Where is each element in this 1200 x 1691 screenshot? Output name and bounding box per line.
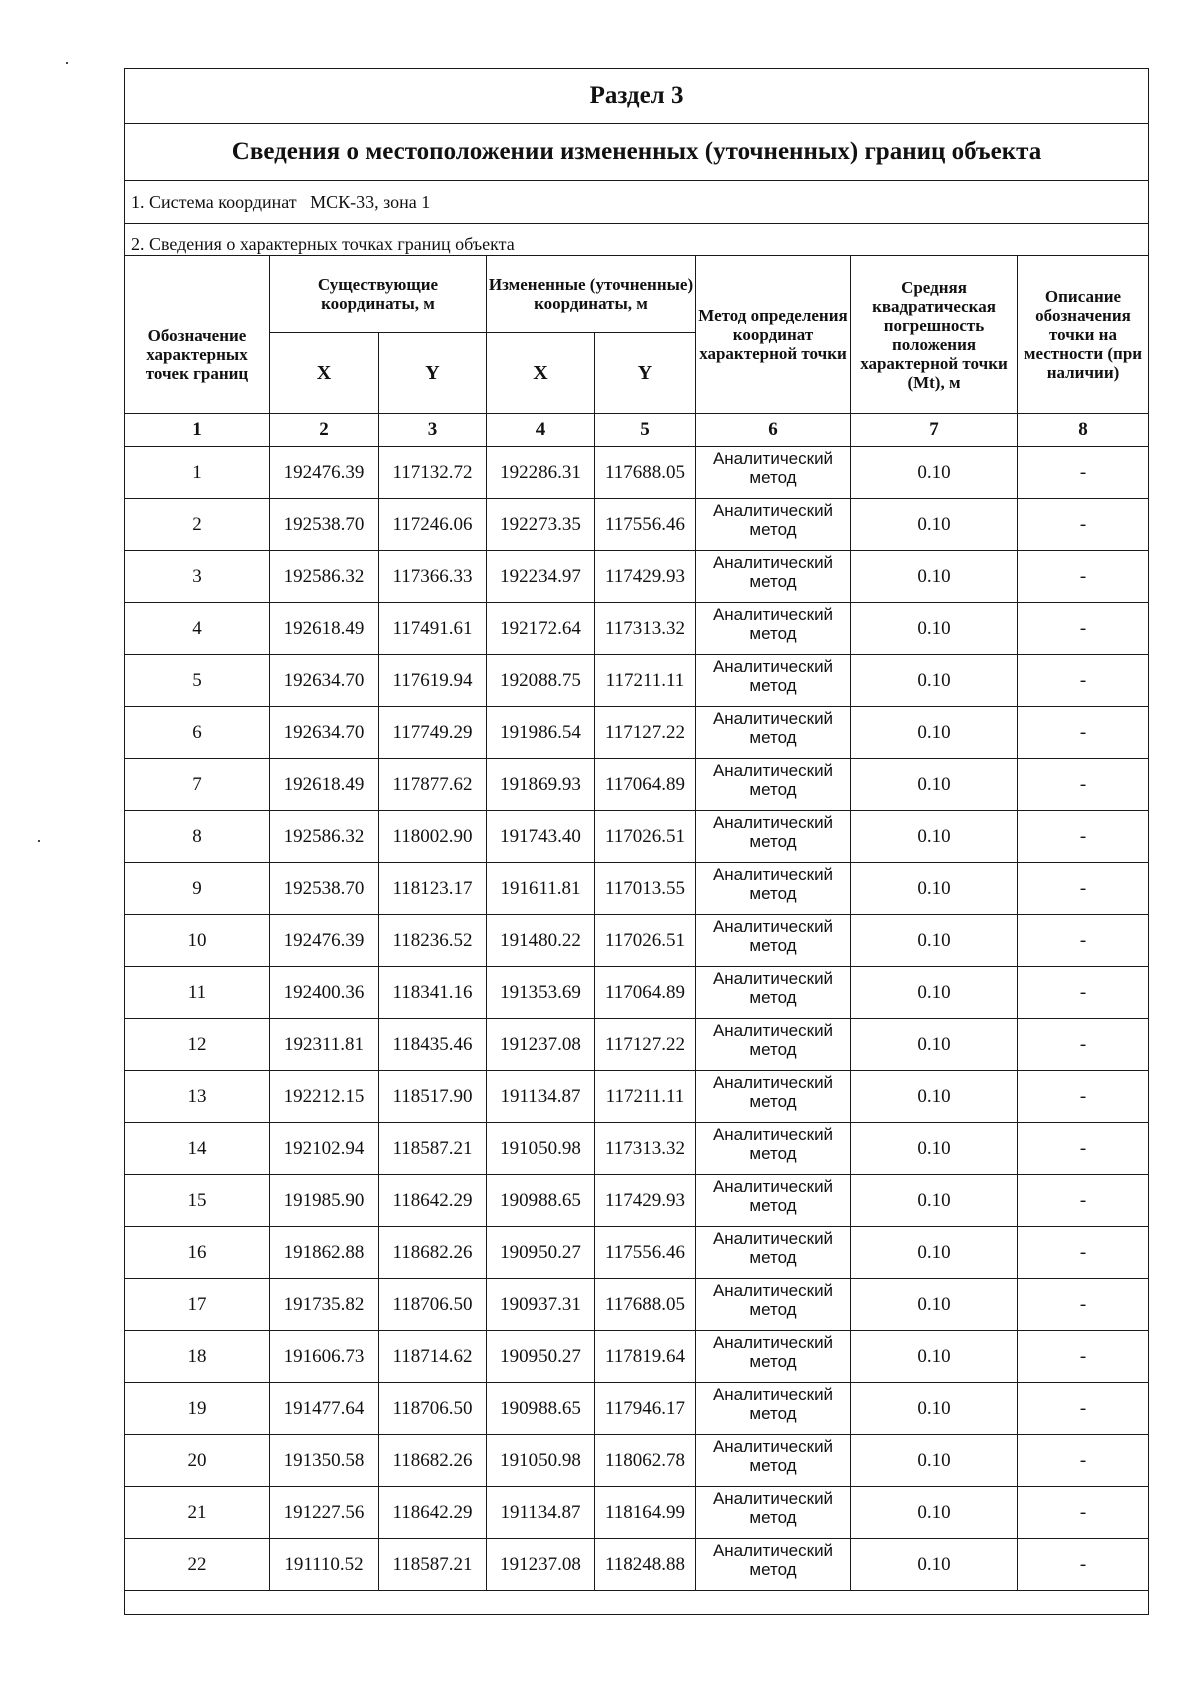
header-changed-coords: Измененные (уточненные) координаты, м bbox=[487, 256, 696, 333]
changed-y-value: 117688.05 bbox=[595, 1279, 696, 1331]
point-number: 5 bbox=[125, 655, 270, 707]
existing-y-value: 118236.52 bbox=[379, 915, 487, 967]
existing-y-value: 118642.29 bbox=[379, 1175, 487, 1227]
existing-y-value: 117877.62 bbox=[379, 759, 487, 811]
point-number: 17 bbox=[125, 1279, 270, 1331]
table-row bbox=[125, 1435, 1149, 1487]
method-line-1: Аналитический bbox=[712, 1073, 834, 1092]
existing-x-value: 191227.56 bbox=[270, 1487, 379, 1539]
point-description: - bbox=[1018, 1019, 1149, 1071]
existing-x-value: 191110.52 bbox=[270, 1539, 379, 1591]
table-row bbox=[125, 551, 1149, 603]
existing-x-value: 192311.81 bbox=[270, 1019, 379, 1071]
changed-x-value: 190988.65 bbox=[487, 1383, 595, 1435]
header-method: Метод определения координат характерной точки bbox=[696, 256, 851, 414]
existing-y-value: 118435.46 bbox=[379, 1019, 487, 1071]
table-row bbox=[125, 655, 1149, 707]
header-existing-coords: Существующие координаты, м bbox=[270, 256, 487, 333]
column-number: 2 bbox=[270, 414, 379, 447]
existing-x-value: 191350.58 bbox=[270, 1435, 379, 1487]
existing-x-value: 192400.36 bbox=[270, 967, 379, 1019]
point-description: - bbox=[1018, 499, 1149, 551]
method-cell bbox=[696, 1383, 851, 1435]
existing-y-value: 118682.26 bbox=[379, 1435, 487, 1487]
point-description: - bbox=[1018, 1487, 1149, 1539]
method-cell bbox=[696, 811, 851, 863]
header-existing-y: Y bbox=[379, 333, 487, 414]
method-cell bbox=[696, 1071, 851, 1123]
point-number: 3 bbox=[125, 551, 270, 603]
table-row bbox=[125, 1487, 1149, 1539]
method-line-1: Аналитический bbox=[712, 813, 834, 832]
changed-y-value: 117688.05 bbox=[595, 447, 696, 499]
method-line-1: Аналитический bbox=[712, 1021, 834, 1040]
table-row bbox=[125, 499, 1149, 551]
column-number: 4 bbox=[487, 414, 595, 447]
changed-x-value: 192273.35 bbox=[487, 499, 595, 551]
scan-speck bbox=[38, 840, 40, 842]
method-cell bbox=[696, 707, 851, 759]
existing-y-value: 117366.33 bbox=[379, 551, 487, 603]
method-line-1: Аналитический bbox=[712, 449, 834, 468]
mt-error-value: 0.10 bbox=[851, 447, 1018, 499]
method-line-1: Аналитический bbox=[712, 865, 834, 884]
empty-footer-row bbox=[125, 1591, 1149, 1615]
method-line-2: метод bbox=[749, 832, 797, 851]
table-row bbox=[125, 915, 1149, 967]
existing-x-value: 192476.39 bbox=[270, 447, 379, 499]
changed-y-value: 118164.99 bbox=[595, 1487, 696, 1539]
table-row bbox=[125, 447, 1149, 499]
section-subtitle: Сведения о местоположении измененных (уточненных) границ объекта bbox=[125, 124, 1149, 181]
method-line-1: Аналитический bbox=[712, 1385, 834, 1404]
method-line-1: Аналитический bbox=[712, 501, 834, 520]
point-description: - bbox=[1018, 707, 1149, 759]
point-description: - bbox=[1018, 811, 1149, 863]
existing-x-value: 192618.49 bbox=[270, 759, 379, 811]
changed-y-value: 118062.78 bbox=[595, 1435, 696, 1487]
method-line-1: Аналитический bbox=[712, 917, 834, 936]
method-line-2: метод bbox=[749, 1196, 797, 1215]
existing-y-value: 117619.94 bbox=[379, 655, 487, 707]
point-description: - bbox=[1018, 603, 1149, 655]
empty-footer-cell bbox=[125, 1591, 1149, 1615]
table-row bbox=[125, 967, 1149, 1019]
point-description: - bbox=[1018, 1123, 1149, 1175]
method-line-1: Аналитический bbox=[712, 1541, 834, 1560]
point-number: 18 bbox=[125, 1331, 270, 1383]
method-cell bbox=[696, 1487, 851, 1539]
existing-x-value: 192586.32 bbox=[270, 811, 379, 863]
changed-y-value: 117127.22 bbox=[595, 707, 696, 759]
point-description: - bbox=[1018, 1279, 1149, 1331]
method-line-2: метод bbox=[749, 884, 797, 903]
method-cell bbox=[696, 1227, 851, 1279]
method-cell bbox=[696, 603, 851, 655]
point-number: 9 bbox=[125, 863, 270, 915]
mt-error-value: 0.10 bbox=[851, 1383, 1018, 1435]
table-row bbox=[125, 1019, 1149, 1071]
method-cell bbox=[696, 499, 851, 551]
method-line-1: Аналитический bbox=[712, 657, 834, 676]
point-number: 11 bbox=[125, 967, 270, 1019]
point-number: 1 bbox=[125, 447, 270, 499]
point-number: 8 bbox=[125, 811, 270, 863]
mt-error-value: 0.10 bbox=[851, 915, 1018, 967]
existing-x-value: 191985.90 bbox=[270, 1175, 379, 1227]
point-description: - bbox=[1018, 1071, 1149, 1123]
method-line-2: метод bbox=[749, 1248, 797, 1267]
existing-y-value: 118123.17 bbox=[379, 863, 487, 915]
table-row bbox=[125, 1539, 1149, 1591]
existing-y-value: 117749.29 bbox=[379, 707, 487, 759]
mt-error-value: 0.10 bbox=[851, 1331, 1018, 1383]
column-number: 5 bbox=[595, 414, 696, 447]
method-line-2: метод bbox=[749, 624, 797, 643]
header-changed-x: X bbox=[487, 333, 595, 414]
changed-x-value: 191611.81 bbox=[487, 863, 595, 915]
point-description: - bbox=[1018, 1435, 1149, 1487]
column-number: 6 bbox=[696, 414, 851, 447]
mt-error-value: 0.10 bbox=[851, 1487, 1018, 1539]
method-line-1: Аналитический bbox=[712, 1281, 834, 1300]
method-line-1: Аналитический bbox=[712, 1125, 834, 1144]
changed-x-value: 191869.93 bbox=[487, 759, 595, 811]
changed-y-value: 117064.89 bbox=[595, 759, 696, 811]
existing-y-value: 118714.62 bbox=[379, 1331, 487, 1383]
table-row bbox=[125, 603, 1149, 655]
table-row bbox=[125, 759, 1149, 811]
mt-error-value: 0.10 bbox=[851, 1019, 1018, 1071]
point-description: - bbox=[1018, 551, 1149, 603]
mt-error-value: 0.10 bbox=[851, 1279, 1018, 1331]
method-line-1: Аналитический bbox=[712, 1177, 834, 1196]
method-cell bbox=[696, 1435, 851, 1487]
point-description: - bbox=[1018, 655, 1149, 707]
boundary-points-table bbox=[124, 68, 1149, 1615]
point-number: 7 bbox=[125, 759, 270, 811]
method-cell bbox=[696, 863, 851, 915]
point-description: - bbox=[1018, 967, 1149, 1019]
mt-error-value: 0.10 bbox=[851, 1071, 1018, 1123]
changed-x-value: 190950.27 bbox=[487, 1227, 595, 1279]
existing-y-value: 118682.26 bbox=[379, 1227, 487, 1279]
point-description: - bbox=[1018, 863, 1149, 915]
existing-y-value: 118642.29 bbox=[379, 1487, 487, 1539]
method-cell bbox=[696, 967, 851, 1019]
point-description: - bbox=[1018, 759, 1149, 811]
method-cell bbox=[696, 1331, 851, 1383]
changed-y-value: 117211.11 bbox=[595, 1071, 696, 1123]
point-number: 6 bbox=[125, 707, 270, 759]
changed-y-value: 118248.88 bbox=[595, 1539, 696, 1591]
changed-y-value: 117313.32 bbox=[595, 1123, 696, 1175]
column-number: 3 bbox=[379, 414, 487, 447]
existing-x-value: 191862.88 bbox=[270, 1227, 379, 1279]
point-number: 20 bbox=[125, 1435, 270, 1487]
points-info: 2. Сведения о характерных точках границ объекта bbox=[125, 224, 1149, 256]
coordinate-system bbox=[125, 181, 1149, 224]
method-cell bbox=[696, 1019, 851, 1071]
table-row bbox=[125, 811, 1149, 863]
mt-error-value: 0.10 bbox=[851, 863, 1018, 915]
changed-x-value: 191134.87 bbox=[487, 1071, 595, 1123]
method-cell bbox=[696, 655, 851, 707]
method-line-2: метод bbox=[749, 1144, 797, 1163]
method-line-1: Аналитический bbox=[712, 1437, 834, 1456]
method-cell bbox=[696, 1123, 851, 1175]
existing-y-value: 118002.90 bbox=[379, 811, 487, 863]
changed-y-value: 117819.64 bbox=[595, 1331, 696, 1383]
point-number: 12 bbox=[125, 1019, 270, 1071]
changed-x-value: 191480.22 bbox=[487, 915, 595, 967]
changed-y-value: 117313.32 bbox=[595, 603, 696, 655]
point-number: 16 bbox=[125, 1227, 270, 1279]
document-sheet bbox=[124, 68, 1148, 1615]
method-line-2: метод bbox=[749, 1352, 797, 1371]
mt-error-value: 0.10 bbox=[851, 1175, 1018, 1227]
header-error: Средняя квадратическая погрешность положения характерной точки (Mt), м bbox=[851, 256, 1018, 414]
method-line-1: Аналитический bbox=[712, 553, 834, 572]
coordinate-system-value: МСК-33, зона 1 bbox=[310, 191, 431, 212]
changed-x-value: 192234.97 bbox=[487, 551, 595, 603]
point-description: - bbox=[1018, 1383, 1149, 1435]
changed-y-value: 117556.46 bbox=[595, 1227, 696, 1279]
mt-error-value: 0.10 bbox=[851, 1435, 1018, 1487]
method-line-2: метод bbox=[749, 1508, 797, 1527]
method-line-2: метод bbox=[749, 1456, 797, 1475]
existing-y-value: 117491.61 bbox=[379, 603, 487, 655]
existing-y-value: 118706.50 bbox=[379, 1279, 487, 1331]
mt-error-value: 0.10 bbox=[851, 1227, 1018, 1279]
changed-x-value: 191237.08 bbox=[487, 1019, 595, 1071]
table-row bbox=[125, 1071, 1149, 1123]
method-line-1: Аналитический bbox=[712, 605, 834, 624]
method-line-1: Аналитический bbox=[712, 1333, 834, 1352]
changed-x-value: 190950.27 bbox=[487, 1331, 595, 1383]
existing-y-value: 117132.72 bbox=[379, 447, 487, 499]
method-line-1: Аналитический bbox=[712, 709, 834, 728]
mt-error-value: 0.10 bbox=[851, 1123, 1018, 1175]
changed-y-value: 117064.89 bbox=[595, 967, 696, 1019]
coordinate-system-label: 1. Система координат bbox=[131, 191, 297, 212]
point-description: - bbox=[1018, 1175, 1149, 1227]
header-point-designation: Обозначение характерных точек границ bbox=[125, 256, 270, 414]
changed-y-value: 117026.51 bbox=[595, 811, 696, 863]
existing-x-value: 192634.70 bbox=[270, 655, 379, 707]
method-cell bbox=[696, 1539, 851, 1591]
changed-x-value: 191743.40 bbox=[487, 811, 595, 863]
method-line-2: метод bbox=[749, 572, 797, 591]
header-existing-x: X bbox=[270, 333, 379, 414]
existing-x-value: 192538.70 bbox=[270, 863, 379, 915]
changed-y-value: 117013.55 bbox=[595, 863, 696, 915]
existing-y-value: 118706.50 bbox=[379, 1383, 487, 1435]
point-number: 22 bbox=[125, 1539, 270, 1591]
method-line-2: метод bbox=[749, 936, 797, 955]
mt-error-value: 0.10 bbox=[851, 1539, 1018, 1591]
method-line-2: метод bbox=[749, 468, 797, 487]
table-row bbox=[125, 1123, 1149, 1175]
point-number: 10 bbox=[125, 915, 270, 967]
existing-x-value: 192476.39 bbox=[270, 915, 379, 967]
changed-x-value: 190937.31 bbox=[487, 1279, 595, 1331]
existing-x-value: 192586.32 bbox=[270, 551, 379, 603]
mt-error-value: 0.10 bbox=[851, 655, 1018, 707]
changed-x-value: 190988.65 bbox=[487, 1175, 595, 1227]
table-row bbox=[125, 1175, 1149, 1227]
column-numbers-row bbox=[125, 414, 1149, 447]
mt-error-value: 0.10 bbox=[851, 499, 1018, 551]
method-line-2: метод bbox=[749, 1092, 797, 1111]
method-cell bbox=[696, 915, 851, 967]
changed-x-value: 192088.75 bbox=[487, 655, 595, 707]
column-number: 7 bbox=[851, 414, 1018, 447]
method-line-1: Аналитический bbox=[712, 761, 834, 780]
changed-x-value: 191986.54 bbox=[487, 707, 595, 759]
mt-error-value: 0.10 bbox=[851, 707, 1018, 759]
method-cell bbox=[696, 447, 851, 499]
method-line-2: метод bbox=[749, 1404, 797, 1423]
existing-y-value: 118587.21 bbox=[379, 1539, 487, 1591]
existing-y-value: 118517.90 bbox=[379, 1071, 487, 1123]
changed-y-value: 117429.93 bbox=[595, 551, 696, 603]
method-cell bbox=[696, 759, 851, 811]
existing-x-value: 192102.94 bbox=[270, 1123, 379, 1175]
existing-x-value: 192634.70 bbox=[270, 707, 379, 759]
changed-y-value: 117556.46 bbox=[595, 499, 696, 551]
changed-y-value: 117211.11 bbox=[595, 655, 696, 707]
existing-x-value: 192618.49 bbox=[270, 603, 379, 655]
existing-x-value: 191735.82 bbox=[270, 1279, 379, 1331]
table-row bbox=[125, 1227, 1149, 1279]
point-number: 13 bbox=[125, 1071, 270, 1123]
changed-x-value: 192172.64 bbox=[487, 603, 595, 655]
point-number: 14 bbox=[125, 1123, 270, 1175]
changed-y-value: 117429.93 bbox=[595, 1175, 696, 1227]
point-description: - bbox=[1018, 1331, 1149, 1383]
table-row bbox=[125, 1279, 1149, 1331]
method-cell bbox=[696, 551, 851, 603]
changed-x-value: 192286.31 bbox=[487, 447, 595, 499]
header-changed-y: Y bbox=[595, 333, 696, 414]
changed-x-value: 191050.98 bbox=[487, 1123, 595, 1175]
point-number: 2 bbox=[125, 499, 270, 551]
point-number: 4 bbox=[125, 603, 270, 655]
header-description: Описание обозначения точки на местности (при наличии) bbox=[1018, 256, 1149, 414]
existing-x-value: 192212.15 bbox=[270, 1071, 379, 1123]
method-cell bbox=[696, 1279, 851, 1331]
table-row bbox=[125, 707, 1149, 759]
changed-y-value: 117946.17 bbox=[595, 1383, 696, 1435]
changed-y-value: 117026.51 bbox=[595, 915, 696, 967]
scan-speck bbox=[66, 62, 68, 64]
method-line-2: метод bbox=[749, 1300, 797, 1319]
method-line-2: метод bbox=[749, 988, 797, 1007]
existing-x-value: 191606.73 bbox=[270, 1331, 379, 1383]
table-row bbox=[125, 1383, 1149, 1435]
method-line-2: метод bbox=[749, 780, 797, 799]
existing-y-value: 118341.16 bbox=[379, 967, 487, 1019]
column-number: 1 bbox=[125, 414, 270, 447]
existing-x-value: 191477.64 bbox=[270, 1383, 379, 1435]
existing-y-value: 117246.06 bbox=[379, 499, 487, 551]
changed-x-value: 191237.08 bbox=[487, 1539, 595, 1591]
mt-error-value: 0.10 bbox=[851, 811, 1018, 863]
column-number: 8 bbox=[1018, 414, 1149, 447]
point-description: - bbox=[1018, 915, 1149, 967]
method-line-2: метод bbox=[749, 728, 797, 747]
table-row bbox=[125, 863, 1149, 915]
existing-x-value: 192538.70 bbox=[270, 499, 379, 551]
section-title: Раздел 3 bbox=[125, 69, 1149, 124]
point-number: 21 bbox=[125, 1487, 270, 1539]
table-row bbox=[125, 1331, 1149, 1383]
mt-error-value: 0.10 bbox=[851, 967, 1018, 1019]
changed-y-value: 117127.22 bbox=[595, 1019, 696, 1071]
method-line-2: метод bbox=[749, 1040, 797, 1059]
mt-error-value: 0.10 bbox=[851, 603, 1018, 655]
changed-x-value: 191353.69 bbox=[487, 967, 595, 1019]
point-description: - bbox=[1018, 1227, 1149, 1279]
method-line-2: метод bbox=[749, 1560, 797, 1579]
point-description: - bbox=[1018, 1539, 1149, 1591]
method-line-2: метод bbox=[749, 676, 797, 695]
point-number: 15 bbox=[125, 1175, 270, 1227]
method-line-1: Аналитический bbox=[712, 1229, 834, 1248]
point-description: - bbox=[1018, 447, 1149, 499]
changed-x-value: 191050.98 bbox=[487, 1435, 595, 1487]
method-line-1: Аналитический bbox=[712, 969, 834, 988]
changed-x-value: 191134.87 bbox=[487, 1487, 595, 1539]
point-number: 19 bbox=[125, 1383, 270, 1435]
method-cell bbox=[696, 1175, 851, 1227]
mt-error-value: 0.10 bbox=[851, 551, 1018, 603]
existing-y-value: 118587.21 bbox=[379, 1123, 487, 1175]
mt-error-value: 0.10 bbox=[851, 759, 1018, 811]
method-line-1: Аналитический bbox=[712, 1489, 834, 1508]
method-line-2: метод bbox=[749, 520, 797, 539]
